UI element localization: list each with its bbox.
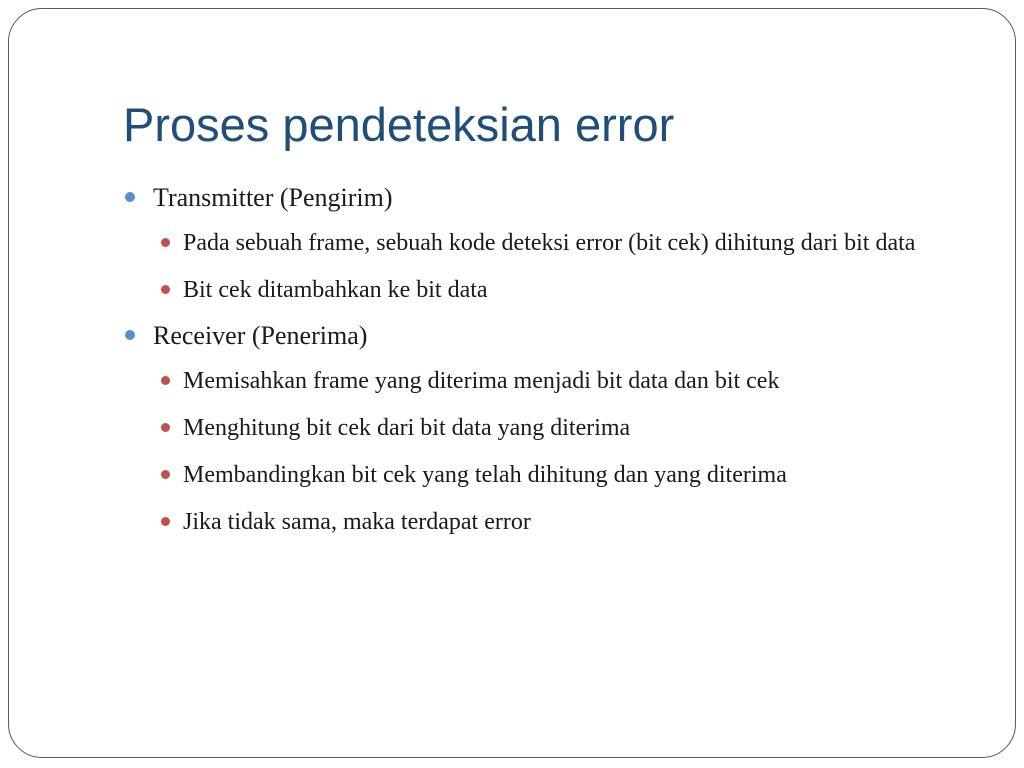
- list-item: [153, 455, 973, 495]
- list-item-text: Menghitung bit cek dari bit data yang diterima: [183, 415, 631, 441]
- sub-list-transmitter: [153, 223, 973, 310]
- bullet-dot-icon: [161, 517, 170, 526]
- section-transmitter: [123, 179, 973, 310]
- bullet-dot-icon: [161, 285, 170, 294]
- bullet-dot-icon: [125, 330, 135, 340]
- section-label: Receiver (Penerima): [153, 321, 368, 350]
- section-label: Transmitter (Pengirim): [153, 183, 393, 212]
- list-item: [153, 223, 973, 263]
- list-item-text: Bit cek ditambahkan ke bit data: [183, 277, 488, 303]
- bullet-dot-icon: [161, 376, 170, 385]
- slide-title: Proses pendeteksian error: [123, 98, 675, 151]
- list-item: [153, 408, 973, 448]
- bullet-dot-icon: [161, 423, 170, 432]
- list-item: [153, 270, 973, 310]
- list-item: [153, 502, 973, 542]
- sub-list-receiver: [153, 361, 973, 542]
- list-item-text: Membandingkan bit cek yang telah dihitung dan yang diterima: [183, 462, 787, 488]
- section-receiver: [123, 317, 973, 542]
- list-item-text: Memisahkan frame yang diterima menjadi bit data dan bit cek: [183, 368, 780, 394]
- slide-frame: [8, 8, 1016, 758]
- list-item: [153, 361, 973, 401]
- bullet-dot-icon: [161, 470, 170, 479]
- bullet-list: [123, 179, 973, 549]
- list-item-text: Pada sebuah frame, sebuah kode deteksi error (bit cek) dihitung dari bit data: [183, 230, 916, 256]
- bullet-dot-icon: [125, 192, 135, 202]
- bullet-dot-icon: [161, 238, 170, 247]
- list-item-text: Jika tidak sama, maka terdapat error: [183, 509, 531, 535]
